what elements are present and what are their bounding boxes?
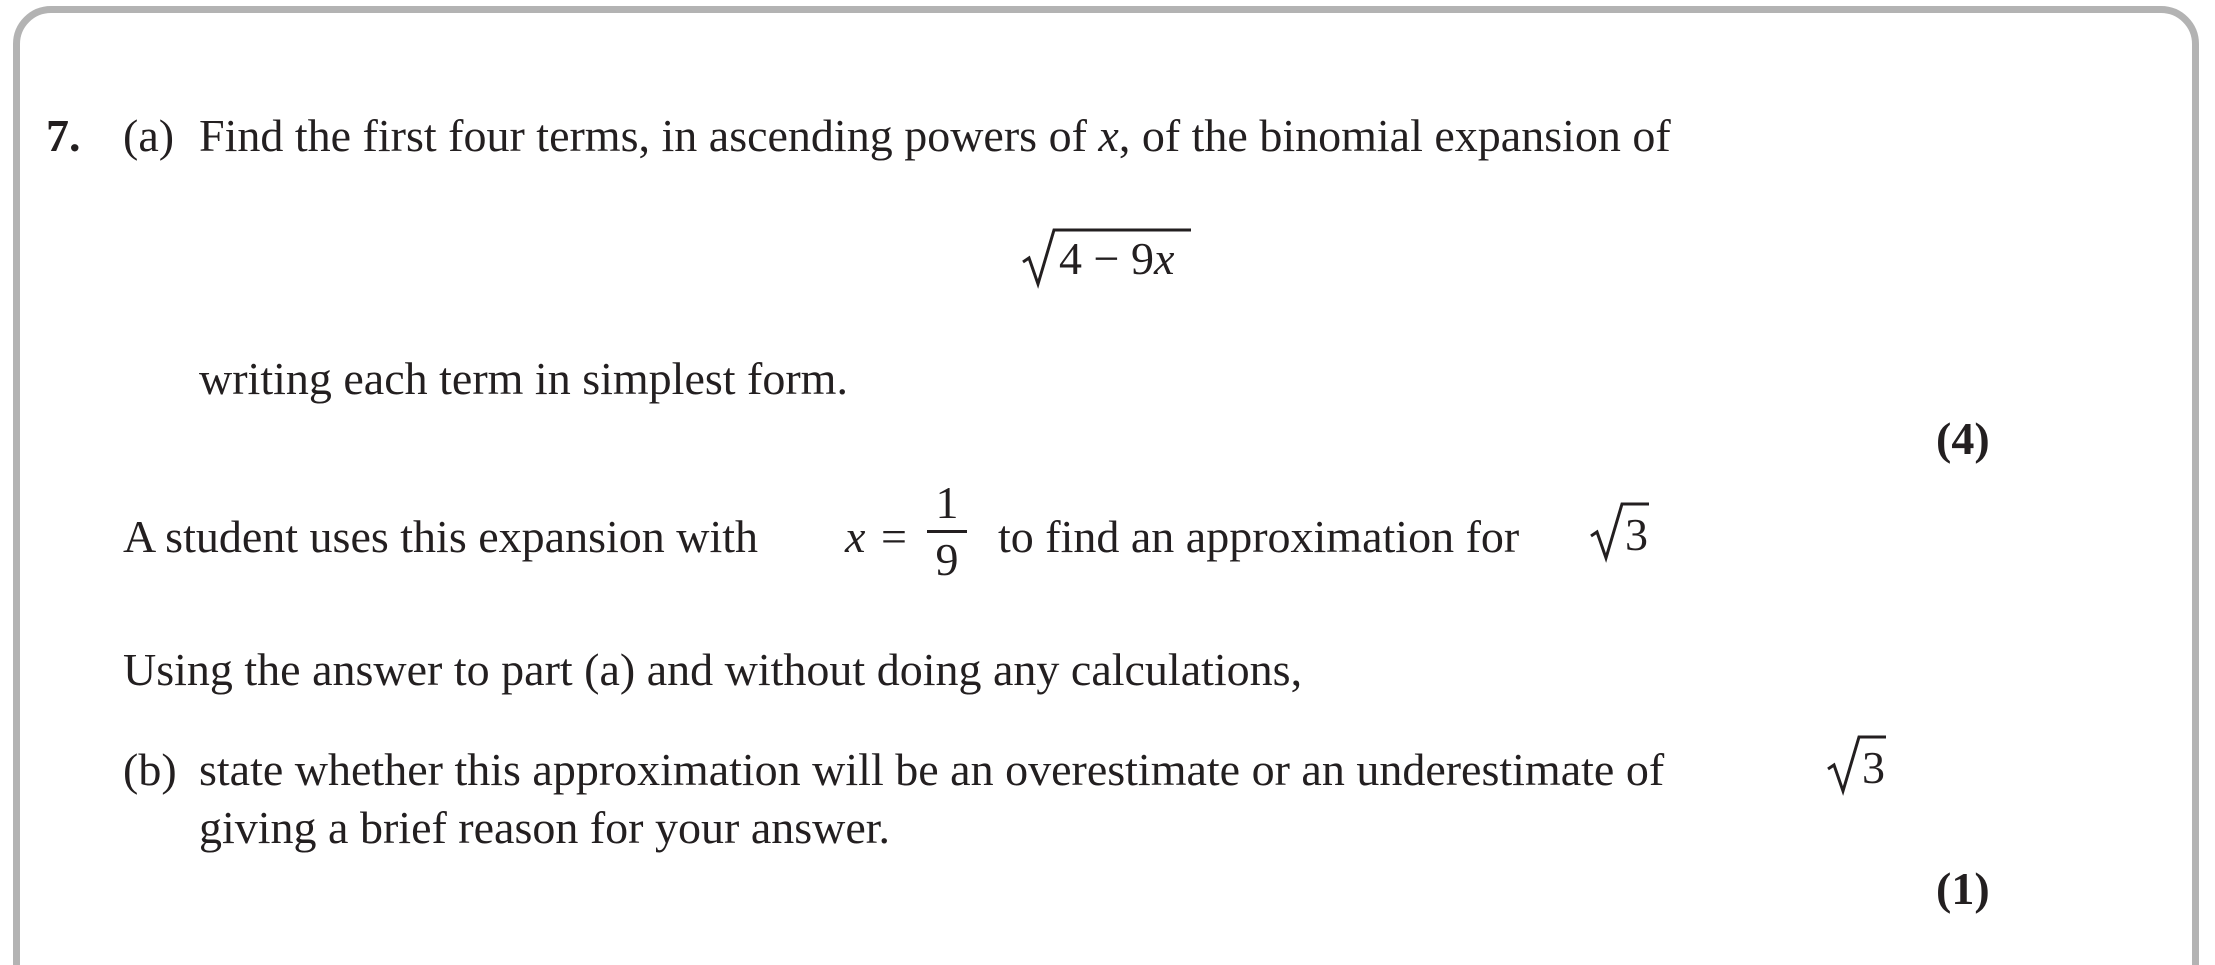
part-b-label: (b)	[123, 744, 177, 795]
context-var-x: x	[845, 511, 866, 562]
context-sqrt	[1589, 502, 1649, 560]
part-a-follow-up: writing each term in simplest form.	[199, 353, 848, 404]
part-b-line1: state whether this approximation will be an overestimate or an underestimate of	[199, 744, 1665, 795]
context-equals: =	[881, 511, 907, 562]
context-text-before: A student uses this expansion with	[123, 511, 759, 562]
part-a-text: Find the first four terms, in ascending powers of x, of the binomial expansion of	[199, 110, 1671, 161]
context-text-after: to find an approximation for	[998, 511, 1520, 562]
part-a-marks: (4)	[1936, 413, 1990, 464]
fraction-denominator: 9	[935, 534, 959, 585]
expression-radicand: 4 − 9x	[1059, 233, 1175, 284]
context-sqrt-radicand: 3	[1625, 509, 1648, 560]
fraction-bar	[927, 530, 967, 533]
part-a-label: (a)	[123, 110, 175, 161]
question-number: 7.	[46, 110, 81, 161]
part-b-sqrt	[1826, 735, 1886, 793]
binomial-expression	[1021, 228, 1191, 286]
fraction-one-ninth	[927, 477, 967, 585]
part-b-sqrt-radicand: 3	[1862, 742, 1885, 793]
part-b-marks: (1)	[1936, 863, 1990, 914]
instruction-text: Using the answer to part (a) and without doing any calculations,	[123, 644, 1303, 695]
part-b-line2: giving a brief reason for your answer.	[199, 802, 891, 853]
fraction-numerator: 1	[935, 477, 959, 528]
